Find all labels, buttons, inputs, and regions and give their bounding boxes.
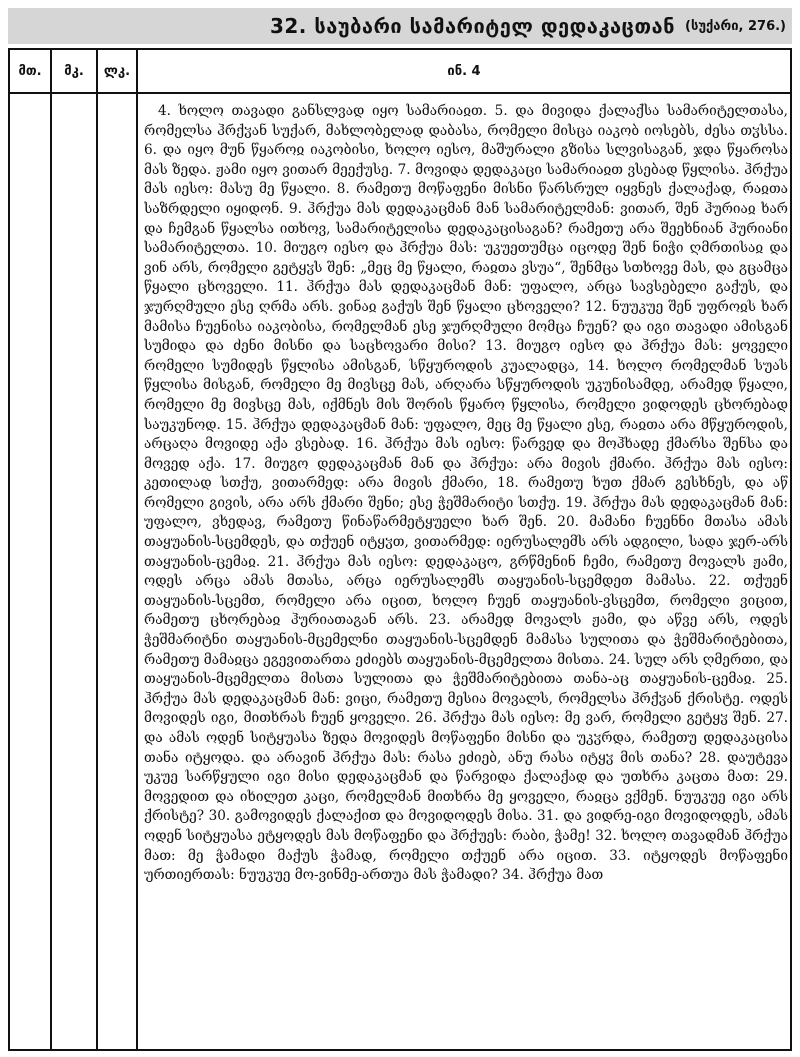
source-reference: (სუქარი, 276.) <box>685 18 786 34</box>
column-divider <box>50 50 52 1049</box>
column-header-matthew: მთ. <box>18 63 42 79</box>
gospel-parallel-table <box>8 48 792 1051</box>
passage-paragraph: 4. ხოლო თავადი განსლვად იყო სამარიაჲთ. 5. და მივიდა ქალაქსა სამარიტელთასა, რომელსა ჰრქჳან სუქარ, მახლობელად დაბასა, რომელი მისცა იაკობ იოსებს, ძესა თჳსსა. 6. და იყო მუნ წყაროჲ იაკობისი, ხოლო იესო, მაშურალი გზისა სლვისაგან, ჯდა წყაროსა მას ზედა. ჟამი იყო ვითარ მეექუსე. 7. მოვიდა დედაკაცი სამარიაჲთ ვსებად წყლისა. ჰრქუა მას იესო: მასუ მე წყალი. 8. რამეთუ მოწაფენი მისნი წარსრულ იყვნეს ქალაქად, რაჲთა საზრდელი იყიდონ. 9. ჰრქუა მას დედაკაცმან მან სამარიტელმან: ვითარ, შენ ჰურიაჲ ხარ და ჩემგან წყალსა ითხოვ, სამარიტელისა დედაკაცისაგან? რამეთუ არა შეეხნიან ჰურიანი სამარიტელთა. 10. მიუგო იესო და ჰრქუა მას: უკუეთუმცა იცოდე შენ ნიჭი ღმრთისაჲ და ვინ არს, რომელი გეტყჳს შენ: „მეც მე წყალი, რაჲთა ვსუა“, შენმცა სთხოვე მას, და გცამცა წყალი ცხოველი. 11. ჰრქუა მას დედაკაცმან მან: უფალო, არცა სავსებელი გაქუს, და ჯურღმული ესე ღრმა არს. ვინაჲ გაქუს შენ წყალი ცხოველი? 12. ნუუკუე შენ უფროჲს ხარ მამისა ჩუენისა იაკობისა, რომელმან ესე ჯურღმული მომცა ჩუენ? და იგი თავადი ამისგან სუმიდა და ძენი მისნი და საცხოვარი მისი? 13. მიუგო იესო და ჰრქუა მას: ყოველი რომელი სუმიდეს წყლისა ამისგან, სწყუროდის კუალადცა, 14. ხოლო რომელმან სუას წყლისა მისგან, რომელი მე მივსცე მას, არღარა სწყუროდის უკუნისამდე, არამედ წყალი, რომელი მე მივსცე მას, იქმნეს მის შორის წყარო წყლისა, რომელი ვიდოდეს ცხორებად საუკუნოდ. 15. ჰრქუა დედაკაცმან მან: უფალო, მეც მე წყალი ესე, რაჲთა არა მწყუროდის, არცაღა მოვიდე აქა ვსებად. 16. ჰრქუა მას იესო: წარვედ და მოჰხადე ქმარსა შენსა და მოვედ აქა. 17. მიუგო დედაკაცმან მან და ჰრქუა: არა მივის ქმარი. ჰრქუა მას იესო: კეთილად სთქუ, ვითარმედ: არა მივის ქმარი, 18. რამეთუ ხუთ ქმარ გესხნეს, და აწ რომელი გივის, არა არს ქმარი შენი; ესე ჭეშმარიტი სთქუ. 19. ჰრქუა მას დედაკაცმან მან: უფალო, ვხედავ, რამეთუ წინაწარმეტყუელი ხარ შენ. 20. მამანი ჩუენნი მთასა ამას თაყუანის-სცემდეს, და თქუენ იტყჳთ, ვითარმედ: იერუსალემს არს ადგილი, სადა ჯერ-არს თაყუანის-ცემაჲ. 21. ჰრქუა მას იესო: დედაკაცო, გრწმენინ ჩემი, რამეთუ მოვალს ჟამი, ოდეს არცა ამას მთასა, არცა იერუსალემს თაყუანის-სცემდეთ მამასა. 22. თქუენ თაყუანის-სცემთ, რომელი არა იცით, ხოლო ჩუენ თაყუანის-ვსცემთ, რომელი ვიცით, რამეთუ ცხორებაჲ ჰურიათაგან არს. 23. არამედ მოვალს ჟამი, და აწვე არს, ოდეს ჭეშმარიტნი თაყუანის-მცემელნი თაყუანის-სცემდენ მამასა სულითა და ჭეშმარიტებითა, რამეთუ მამაჲცა ეგევითართა ეძიებს თაყუანის-მცემელთა მისთა. 24. სულ არს ღმერთი, და თაყუანის-მცემელთა მისთა სულითა და ჭეშმარიტებითა თანა-აც თაყუანის-ცემაჲ. 25. ჰრქუა მას დედაკაცმან მან: ვიცი, რამეთუ მესია მოვალს, რომელსა ჰრქჳან ქრისტე. ოდეს მოვიდეს იგი, მითხრას ჩუენ ყოველი. 26. ჰრქუა მას იესო: მე ვარ, რომელი გეტყჳ შენ. 27. და ამას ოდენ სიტყუასა ზედა მოვიდეს მოწაფენი მისნი და უკჳრდა, რამეთუ დედაკაცისა თანა იტყოდა. და არავინ ჰრქუა მას: რასა ეძიებ, ანუ რასა იტყჳ მის თანა? 28. დაუტევა უკუე სარწყული იგი მისი დედაკაცმან და წარვიდა ქალაქად და უთხრა კაცთა მათ: 29. მოვედით და იხილეთ კაცი, რომელმან მითხრა მე ყოველი, რაჲცა ვქმენ. ნუუკუე იგი არს ქრისტე? 30. გამოვიდეს ქალაქით და მოვიდოდეს მისა. 31. და ვიდრე-იგი მოვიდოდეს, ამას ოდენ სიტყუასა ეტყოდეს მას მოწაფენი და ჰრქუეს: რაბი, ჭამე! 32. ხოლო თავადმან ჰრქუა მათ: მე ჭამადი მაქუს ჭამად, რომელი თქუენ არა იცით. 33. იტყოდეს მოწაფენი ურთიერთას: ნუუკუე მო-ვინმე-ართუა მას ჭამადი? 34. ჰრქუა მათ <box>144 103 788 884</box>
column-divider <box>96 50 98 1049</box>
john-column-text <box>144 102 788 1050</box>
page-header <box>8 8 792 44</box>
column-header-row <box>10 50 790 94</box>
section-title: 32. საუბარი სამარიტელ დედაკაცთან <box>269 14 675 38</box>
column-header-mark: მკ. <box>64 63 84 79</box>
column-divider <box>136 50 138 1049</box>
column-header-john: ინ. 4 <box>447 63 481 79</box>
column-header-luke: ლკ. <box>103 63 131 79</box>
